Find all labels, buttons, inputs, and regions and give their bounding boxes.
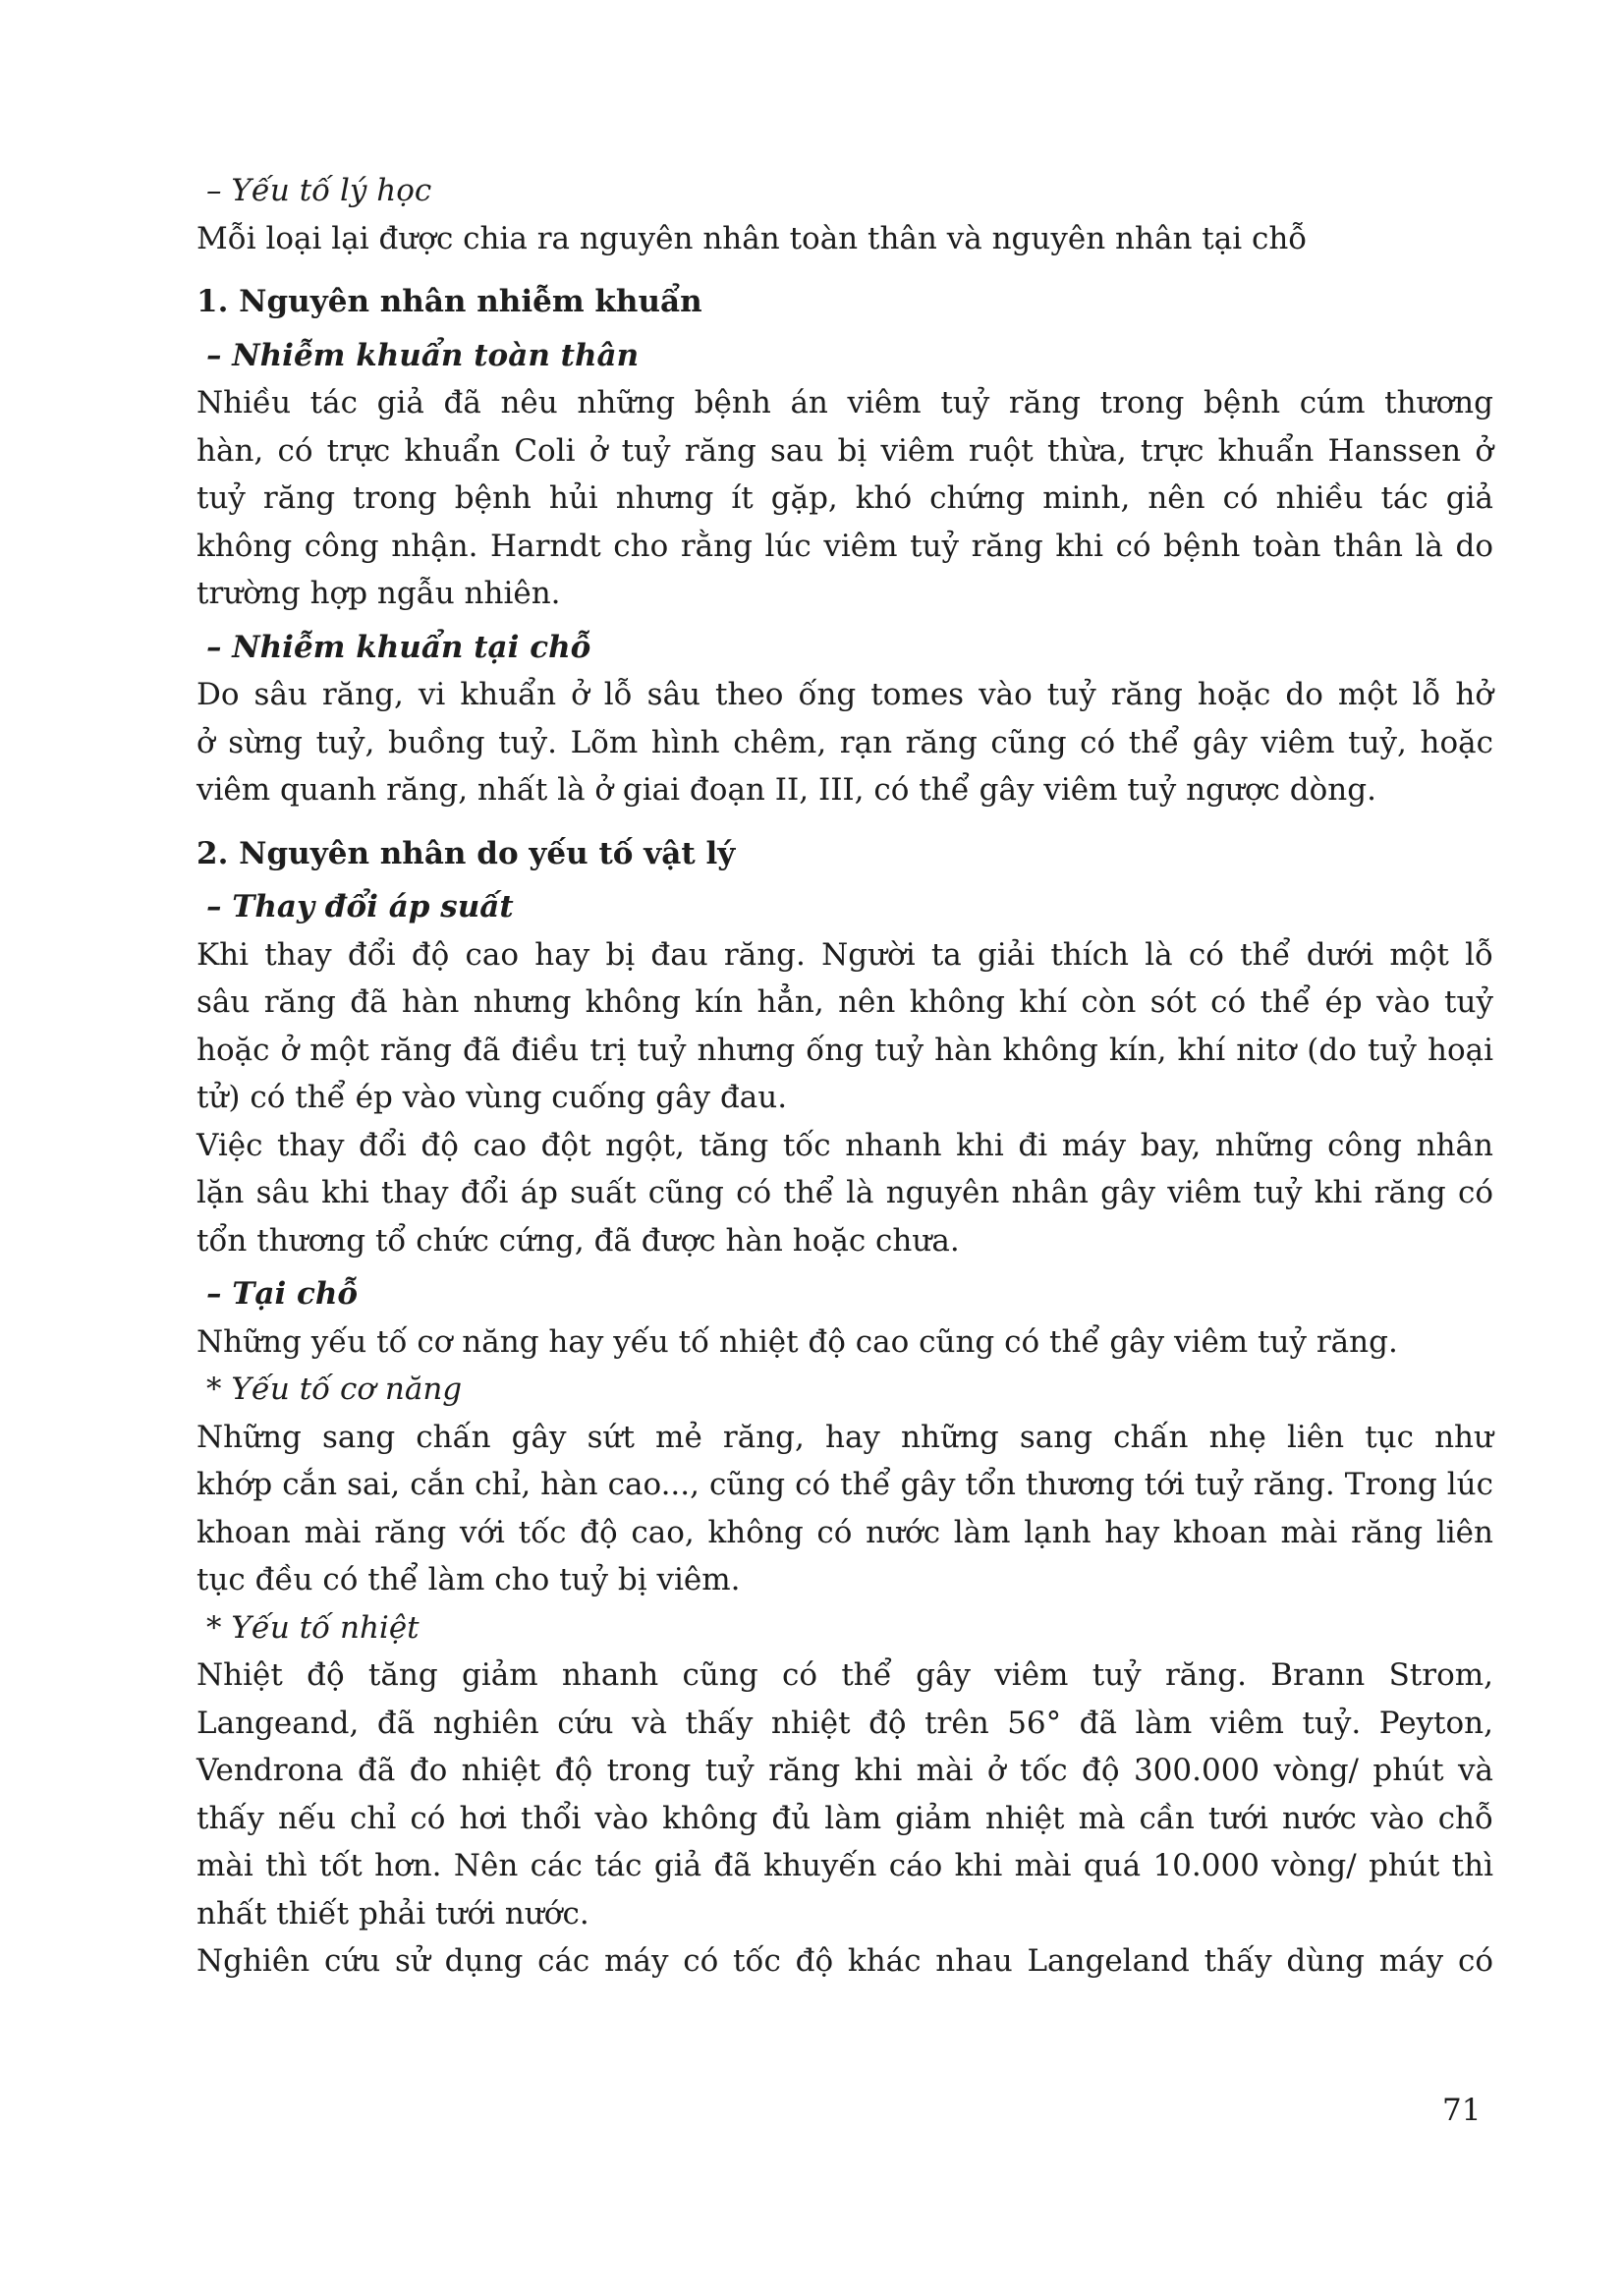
- paragraph-line: tục đều có thể làm cho tuỷ bị viêm.: [196, 1562, 741, 1597]
- section-2-sub-1-title: – Thay đổi áp suất: [206, 889, 514, 924]
- paragraph-line: Khi thay đổi độ cao hay bị đau răng. Người ta giải thích là có thể dưới một lỗ: [196, 936, 1493, 973]
- thermal-factor-title: * Yếu tố nhiệt: [206, 1609, 420, 1646]
- paragraph-line: ở sừng tuỷ, buồng tuỷ. Lõm hình chêm, rạn răng cũng có thể gây viêm tuỷ, hoặc: [196, 724, 1493, 760]
- item-physical-factor: – Yếu tố lý học: [206, 173, 432, 208]
- paragraph-line: Việc thay đổi độ cao đột ngột, tăng tốc nhanh khi đi máy bay, những công nhân: [196, 1127, 1493, 1163]
- paragraph-line: mài thì tốt hơn. Nên các tác giả đã khuyến cáo khi mài quá 10.000 vòng/ phút thì: [196, 1848, 1493, 1883]
- section-1-sub-2-title: – Nhiễm khuẩn tại chỗ: [206, 629, 591, 665]
- paragraph-line: sâu răng đã hàn nhưng không kín hẳn, nên không khí còn sót có thể ép vào tuỷ: [196, 984, 1493, 1020]
- paragraph-line: Những sang chấn gây sứt mẻ răng, hay những sang chấn nhẹ liên tục như: [196, 1419, 1493, 1455]
- paragraph-line: Do sâu răng, vi khuẩn ở lỗ sâu theo ống tomes vào tuỷ răng hoặc do một lỗ hở: [196, 677, 1493, 712]
- paragraph-line: viêm quanh răng, nhất là ở giai đoạn II, III, có thể gây viêm tuỷ ngược dòng.: [196, 772, 1376, 808]
- paragraph-line: hoặc ở một răng đã điều trị tuỷ nhưng ống tuỷ hàn không kín, khí nitơ (do tuỷ hoại: [196, 1032, 1493, 1068]
- paragraph-line: lặn sâu khi thay đổi áp suất cũng có thể là nguyên nhân gây viêm tuỷ khi răng có: [196, 1175, 1493, 1210]
- section-2-sub-2-title: – Tại chỗ: [206, 1276, 359, 1312]
- paragraph-line: Langeand, đã nghiên cứu và thấy nhiệt độ trên 56° đã làm viêm tuỷ. Peyton,: [196, 1705, 1493, 1741]
- page-body: [196, 167, 1493, 1986]
- page-number: 71: [1442, 2093, 1482, 2128]
- paragraph-line: tuỷ răng trong bệnh hủi nhưng ít gặp, khó chứng minh, nên có nhiều tác giả: [196, 480, 1493, 516]
- paragraph-line: Vendrona đã đo nhiệt độ trong tuỷ răng khi mài ở tốc độ 300.000 vòng/ phút và: [196, 1753, 1493, 1788]
- paragraph-line: thấy nếu chỉ có hơi thổi vào không đủ làm giảm nhiệt mà cần tưới nước vào chỗ: [196, 1800, 1493, 1836]
- paragraph-line: Những yếu tố cơ năng hay yếu tố nhiệt độ cao cũng có thể gây viêm tuỷ răng.: [196, 1323, 1398, 1360]
- paragraph-line: Nhiều tác giả đã nêu những bệnh án viêm tuỷ răng trong bệnh cúm thương: [196, 385, 1493, 420]
- paragraph-line: Nhiệt độ tăng giảm nhanh cũng có thể gây viêm tuỷ răng. Brann Strom,: [196, 1657, 1493, 1693]
- paragraph-line: khớp cắn sai, cắn chỉ, hàn cao..., cũng có thể gây tổn thương tới tuỷ răng. Trong lúc: [196, 1467, 1493, 1502]
- intro-sentence: Mỗi loại lại được chia ra nguyên nhân toàn thân và nguyên nhân tại chỗ: [196, 220, 1308, 256]
- paragraph-line: trường hợp ngẫu nhiên.: [196, 576, 561, 611]
- paragraph-line: nhất thiết phải tưới nước.: [196, 1895, 589, 1932]
- paragraph-line: hàn, có trực khuẩn Coli ở tuỷ răng sau bị viêm ruột thừa, trực khuẩn Hanssen ở: [196, 432, 1493, 469]
- paragraph-line: khoan mài răng với tốc độ cao, không có nước làm lạnh hay khoan mài răng liên: [196, 1514, 1493, 1550]
- section-1-heading: 1. Nguyên nhân nhiễm khuẩn: [196, 284, 702, 319]
- section-2-heading: 2. Nguyên nhân do yếu tố vật lý: [196, 835, 736, 871]
- paragraph-line: Nghiên cứu sử dụng các máy có tốc độ khác nhau Langeland thấy dùng máy có: [196, 1943, 1493, 1979]
- paragraph-line: tổn thương tổ chức cứng, đã được hàn hoặc chưa.: [196, 1222, 960, 1259]
- mechanical-factor-title: * Yếu tố cơ năng: [206, 1372, 463, 1407]
- section-1-sub-1-title: – Nhiễm khuẩn toàn thân: [206, 337, 640, 373]
- paragraph-line: không công nhận. Harndt cho rằng lúc viêm tuỷ răng khi có bệnh toàn thân là do: [196, 528, 1493, 564]
- paragraph-line: tử) có thể ép vào vùng cuống gây đau.: [196, 1080, 788, 1115]
